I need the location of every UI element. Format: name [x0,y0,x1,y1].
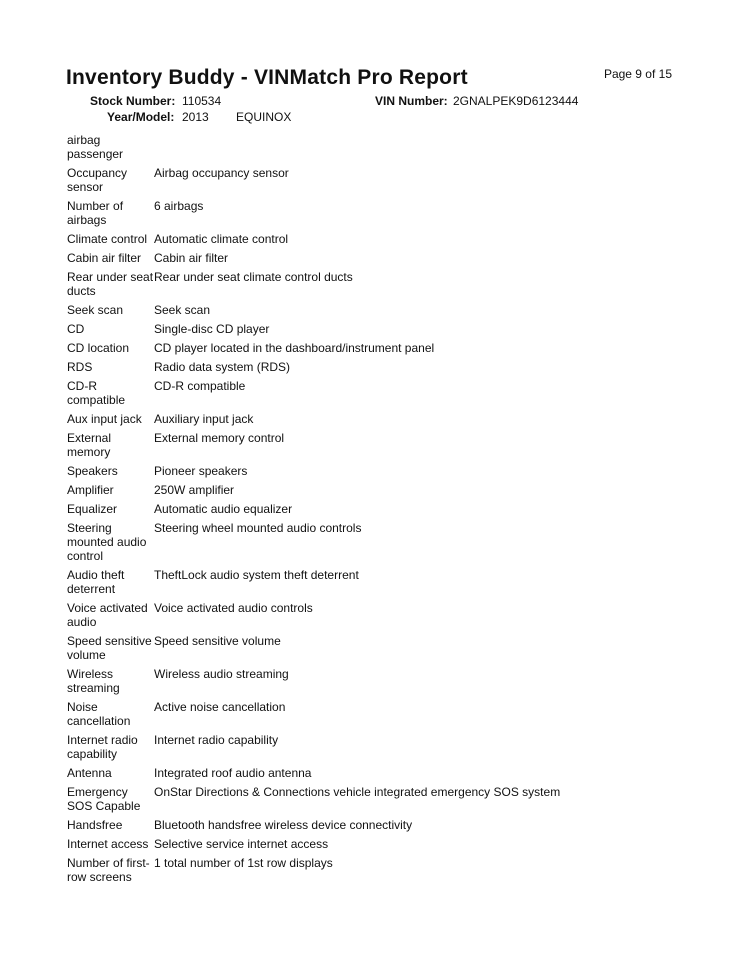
spec-row [67,251,687,265]
spec-label: CD-R compatible [67,379,126,407]
spec-value: Steering wheel mounted audio controls [154,521,362,535]
spec-value: Speed sensitive volume [154,634,281,648]
spec-value: Radio data system (RDS) [154,360,291,374]
spec-label: Antenna [67,766,112,780]
spec-row [67,733,687,761]
spec-label: Speed sensitive volume [67,634,152,662]
spec-label: Steering mounted audio control [67,521,147,563]
spec-row [67,856,687,884]
spec-label: Cabin air filter [67,251,142,265]
spec-value: Single-disc CD player [154,322,270,336]
spec-label: Internet access [67,837,149,851]
spec-value: Bluetooth handsfree wireless device connectivity [154,818,413,832]
spec-row [67,521,687,563]
spec-label: Speakers [67,464,118,478]
spec-label: Number of airbags [67,199,124,227]
spec-label: Climate control [67,232,148,246]
spec-label: Wireless streaming [67,667,120,695]
spec-row [67,341,687,355]
spec-value: Automatic audio equalizer [154,502,293,516]
spec-label: Amplifier [67,483,114,497]
spec-label: Internet radio capability [67,733,138,761]
spec-label: Noise cancellation [67,700,131,728]
spec-label: airbag passenger [67,133,124,161]
spec-label: CD [67,322,85,336]
spec-value: CD player located in the dashboard/instrument panel [154,341,435,355]
spec-row [67,837,687,851]
year-value: 2013 [182,110,209,124]
report-title: Inventory Buddy - VINMatch Pro Report [66,66,468,89]
year-model-label: Year/Model: [107,110,175,124]
spec-value: OnStar Directions & Connections vehicle integrated emergency SOS system [154,785,561,799]
spec-value: Rear under seat climate control ducts [154,270,353,284]
spec-value: Cabin air filter [154,251,229,265]
stock-number-label: Stock Number: [90,94,176,108]
spec-row [67,785,687,813]
spec-row [67,199,687,227]
spec-value: CD-R compatible [154,379,246,393]
spec-row [67,483,687,497]
spec-row [67,601,687,629]
spec-row [67,667,687,695]
page-number: Page 9 of 15 [603,67,672,81]
model-value: EQUINOX [236,110,292,124]
spec-label: External memory [67,431,112,459]
spec-row [67,431,687,459]
spec-label: Number of first-row screens [67,856,150,884]
spec-label: Equalizer [67,502,118,516]
spec-row [67,568,687,596]
spec-row [67,766,687,780]
spec-value: Auxiliary input jack [154,412,254,426]
spec-row [67,232,687,246]
spec-row [67,818,687,832]
spec-label: Rear under seat ducts [67,270,154,298]
spec-label: Audio theft deterrent [67,568,125,596]
spec-value: Automatic climate control [154,232,289,246]
spec-label: Emergency SOS Capable [67,785,141,813]
spec-row [67,360,687,374]
spec-row [67,700,687,728]
spec-value: External memory control [154,431,285,445]
vin-number-value: 2GNALPEK9D6123444 [453,94,579,108]
spec-label: Occupancy sensor [67,166,128,194]
spec-value: Selective service internet access [154,837,329,851]
spec-label: Handsfree [67,818,123,832]
spec-label: RDS [67,360,93,374]
spec-value: Active noise cancellation [154,700,286,714]
spec-value: Wireless audio streaming [154,667,289,681]
spec-value: Voice activated audio controls [154,601,313,615]
spec-list [67,133,687,889]
spec-row [67,379,687,407]
spec-label: CD location [67,341,130,355]
spec-row [67,464,687,478]
spec-value: Airbag occupancy sensor [154,166,289,180]
spec-label: Voice activated audio [67,601,148,629]
spec-row [67,502,687,516]
spec-value: 1 total number of 1st row displays [154,856,333,870]
spec-value: TheftLock audio system theft deterrent [154,568,359,582]
spec-row [67,133,687,161]
stock-number-value: 110534 [182,94,222,108]
spec-value: 6 airbags [154,199,204,213]
spec-row [67,303,687,317]
spec-row [67,412,687,426]
spec-label: Aux input jack [67,412,142,426]
spec-row [67,166,687,194]
spec-value: 250W amplifier [154,483,235,497]
spec-value: Integrated roof audio antenna [154,766,312,780]
spec-row [67,270,687,298]
spec-value: Pioneer speakers [154,464,248,478]
spec-label: Seek scan [67,303,124,317]
vin-number-label: VIN Number: [375,94,448,108]
spec-row [67,634,687,662]
spec-value [154,133,687,161]
spec-value: Internet radio capability [154,733,279,747]
spec-row [67,322,687,336]
spec-value: Seek scan [154,303,211,317]
